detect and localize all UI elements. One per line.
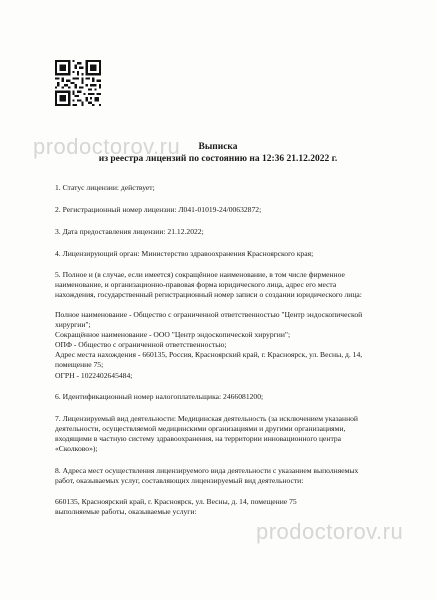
- inn: 6. Идентификационный номер налогоплательщика: 2466081200;: [55, 392, 264, 401]
- works-label: выполняемые работы, оказываемые услуги:: [55, 507, 197, 516]
- ogrn: ОГРН - 1022402645484;: [55, 371, 133, 380]
- activity-line-4: «Сколково»);: [55, 444, 98, 453]
- activity-line-1: 7. Лицензируемый вид деятельности: Медицинская деятельность (за исключением указанной: [55, 414, 358, 423]
- name-heading-line-3: нахождения, государственный регистрационный номер записи о создании юридического лица:: [55, 290, 362, 299]
- license-date: 3. Дата предоставления лицензии: 21.12.2022;: [55, 227, 204, 236]
- short-name: Сокращённое наименование - ООО "Центр эндоскопической хирургии";: [55, 330, 291, 339]
- places-line-2: работ, оказываемых услуг, составляющих лицензируемый вид деятельности:: [55, 476, 304, 485]
- place-address: 660135, Красноярский край, г. Красноярск, ул. Весны, д. 14, помещение 75: [55, 497, 297, 506]
- full-name-line-2: хирургии";: [55, 320, 91, 329]
- qr-code: [55, 60, 101, 106]
- full-name-line-1: Полное наименование - Общество с ограниченной ответственностью "Центр эндоскопической: [55, 310, 363, 319]
- places-line-1: 8. Адреса мест осуществления лицензируемого вида деятельности с указанием выполняемых: [55, 466, 359, 475]
- watermark-top: prodoctorov.ru: [33, 134, 181, 159]
- address-line-2: помещение 75;: [55, 360, 104, 369]
- name-heading-line-1: 5. Полное и (в случае, если имеется) сокращённое наименование, в том числе фирменное: [55, 270, 345, 279]
- activity-line-2: деятельности, осуществляемой медицинскими организациями и другими организациями,: [55, 424, 346, 433]
- licensing-authority: 4. Лицензирующий орган: Министерство здравоохранения Красноярского края;: [55, 249, 314, 258]
- activity-line-3: входящими в частную систему здравоохранения, на территории инновационного центра: [55, 434, 342, 443]
- registration-number: 2. Регистрационный номер лицензии: Л041-01019-24/00632872;: [55, 205, 262, 214]
- document-subtitle: из реестра лицензий по состоянию на 12:36 21.12.2022 г.: [98, 154, 338, 164]
- watermark-bottom: prodoctorov.ru: [256, 519, 404, 544]
- address-line-1: Адрес места нахождения - 660135, Россия, Красноярский край, г. Красноярск, ул. Весны, д. 14,: [55, 350, 363, 359]
- name-heading-line-2: наименование, и организационно-правовая форма юридического лица, адрес его места: [55, 280, 337, 289]
- document-title: Выписка: [198, 142, 238, 152]
- license-status: 1. Статус лицензии: действует;: [55, 183, 155, 192]
- legal-form: ОПФ - Общество с ограниченной ответственностью;: [55, 340, 227, 349]
